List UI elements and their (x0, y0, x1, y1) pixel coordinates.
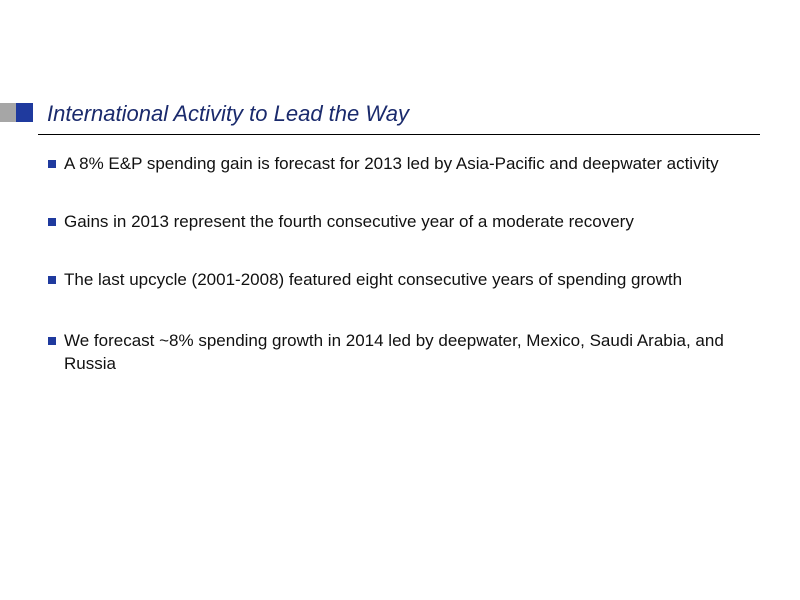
blue-square-decoration (16, 103, 33, 122)
title-divider (38, 134, 760, 135)
bullet-text: The last upcycle (2001-2008) featured eight consecutive years of spending growth (64, 270, 683, 289)
slide-title: International Activity to Lead the Way (47, 101, 409, 126)
square-bullet-icon (48, 276, 56, 284)
gray-square-decoration (0, 103, 16, 122)
bullet-text: A 8% E&P spending gain is forecast for 2013 led by Asia-Pacific and deepwater activity (64, 154, 719, 173)
bullet-item (47, 268, 747, 291)
bullet-item (47, 329, 747, 375)
bullet-item (47, 152, 747, 175)
bullet-list (47, 152, 747, 375)
square-bullet-icon (48, 337, 56, 345)
bullet-item (47, 210, 747, 233)
bullet-text: Gains in 2013 represent the fourth consecutive year of a moderate recovery (64, 212, 634, 231)
bullet-text: We forecast ~8% spending growth in 2014 led by deepwater, Mexico, Saudi Arabia, and Russia (64, 331, 724, 373)
square-bullet-icon (48, 218, 56, 226)
square-bullet-icon (48, 160, 56, 168)
